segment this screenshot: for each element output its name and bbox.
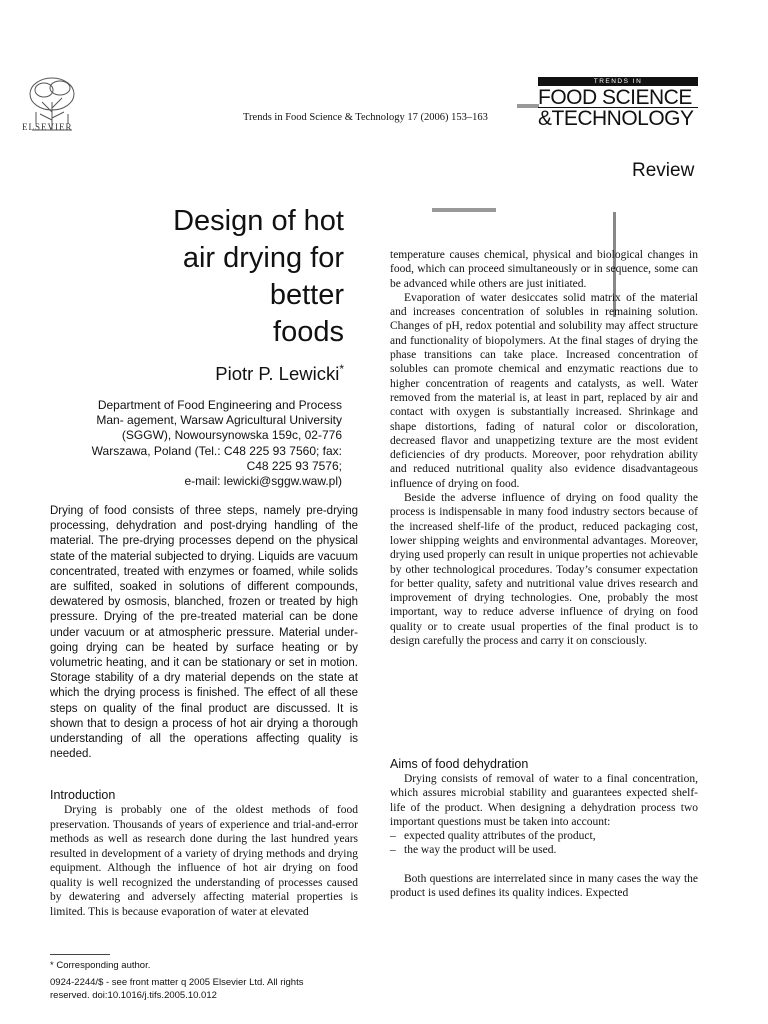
title-line: better [269,279,344,311]
affiliation-line: Warszawa, Poland (Tel.: C48 225 93 7560; fax: [91,443,342,458]
article-title [40,203,344,351]
brand-top-label: TRENDS IN [538,77,698,86]
journal-citation: Trends in Food Science & Technology 17 (2006) 153–163 [243,112,488,123]
journal-brand-logo [538,77,698,128]
body-paragraph: Evaporation of water desiccates solid matrix of the material and increases concentration of solubles in remaining solution. Changes of pH, redox potential and solubility may affect structure and functionality of biopolymers. At the final stages of drying the phase transitions can take place. Increased concentration of solubles can promote chemical and enzymatic reactions due to higher concentration of reagents and catalysts, as well. Water removed from the material is, at least in part, replaced by air and contact with oxygen is substantially increased. Shrinkage and shape distortions, fading of natural color or discoloration, decreased flavor and unappetizing texture are the most evident deficiencies of dry products. Moreover, poor rehydration ability and reduced nutritional quality also evidence disadvantageous influence of drying on food. [390,291,698,490]
decorative-rule [517,104,539,108]
author-text: Piotr P. Lewicki [215,363,340,385]
author-name [40,362,344,385]
section-heading-aims: Aims of food dehydration [390,757,529,771]
list-item: – the way the product will be used. [390,843,698,857]
body-paragraph: Drying consists of removal of water to a final concentration, which assures microbial stability and guarantees expected shelf-life of the product. When designing a dehydration process two important questions must be taken into account: [390,773,698,828]
footnote-rule [50,954,110,955]
brand-line-1: FOOD SCIENCE [538,86,692,109]
affiliation-line: Man- agement, Warsaw Agricultural University [96,413,342,428]
body-paragraph: Beside the adverse influence of drying on food quality the process is indispensable in many food industry sectors because of the increased shelf-life of the product, reduced packaging cost, lower shipping weights and environmental advantages. Moreover, drying used properly can result in unique properties not achievable by other technological procedures. Today’s consumer expectation for better quality, safety and nutritional value drives research and improvement of drying technologies. One, probably the most important, way to reduce adverse influence of drying on food quality or to create usual properties of the final product is to design carefully the process and carry it on consciously. [390,492,698,648]
copyright-line: 0924-2244/$ - see front matter q 2005 Elsevier Ltd. All rights [50,977,304,988]
aims-list [390,829,698,858]
section-heading-introduction: Introduction [50,788,116,802]
title-line: Design of hot [173,205,344,237]
affiliation-line: C48 225 93 7576; [246,458,342,473]
body-paragraph: temperature causes chemical, physical and biological changes in food, which can proceed simultaneously or in sequence, some can be advanced while others are just initiated. [390,249,698,290]
publisher-name: ELSEVIER [22,122,73,132]
body-paragraph: Drying is probably one of the oldest methods of food preservation. Thousands of years of experience and trial-and-error methods as well as research done during the last hundred years resulted in development of a variety of drying methods and drying equipment. Although the influence of hot air drying on food quality is well recognized the understanding of processes caused by dewatering and adversely affecting material properties is limited. This is because evaporation of water at elevated [50,804,358,918]
decorative-rule [432,208,496,212]
aims-section-body [390,772,698,900]
copyright-line: reserved. doi:10.1016/j.tifs.2005.10.012 [50,990,217,1001]
brand-line-2: &TECHNOLOGY [538,107,698,128]
title-line: foods [273,316,344,348]
section-label: Review [632,160,695,181]
title-line: air drying for [182,242,344,274]
affiliation-line: (SGGW), Nowoursynowska 159c, 02-776 [121,428,342,443]
list-item: – expected quality attributes of the product, [390,829,698,843]
right-column-body [390,248,698,648]
affiliation-line: Department of Food Engineering and Process [97,398,342,412]
abstract: Drying of food consists of three steps, namely pre-drying processing, dehydration and post-drying handling of the material. The pre-drying processes depend on the physical state of the material subjected to drying. Liquids are vacuum concentrated, treated with enzymes or foamed, while solids are sulfited, soaked in solutions of different compounds, dewatered by osmosis, blanched, frozen or treated by high pressure. Drying of the pre-treated material can be done under vacuum or at atmospheric pressure. Material under- going drying can be heated by surface heating or by volumetric heating, and it can be stationary or set in motion. Storage stability of a dry material depends on the state at which the drying process is finished. The effect of all these steps on quality of the final product are discussed. It is shown that to design a process of hot air drying a thorough understanding of all the operations affecting quality is needed. [50,505,358,761]
footnote: * Corresponding author. [50,960,151,971]
body-paragraph: Both questions are interrelated since in many cases the way the product is used defines its quality indices. Expected [390,872,698,900]
copyright-notice [50,976,350,1002]
author-affiliation [40,398,342,489]
affiliation-line: e-mail: lewicki@sggw.waw.pl) [184,474,342,489]
author-footnote-mark: * [339,362,344,376]
